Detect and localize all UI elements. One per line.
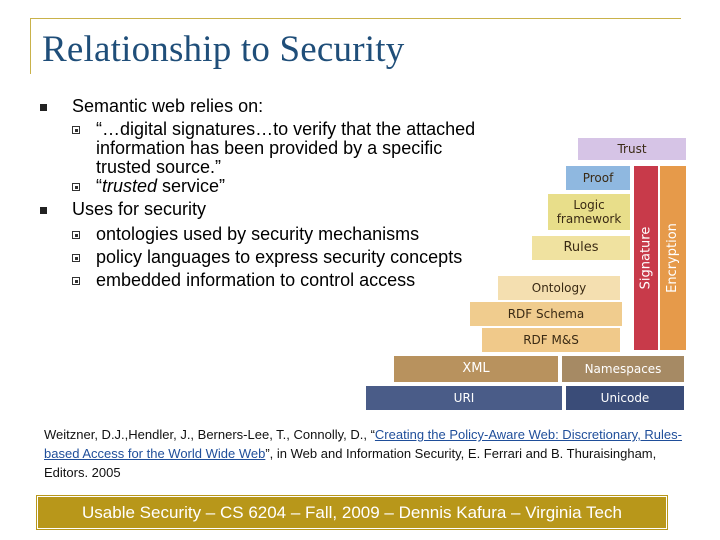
footer-bar — [37, 496, 667, 529]
sub-bullet-text: “…digital signatures…to verify that the attached information has been provided by a specific trusted source.” — [96, 119, 476, 177]
checkbox-bullet-icon — [72, 254, 80, 262]
citation-authors: Weitzner, D.J.,Hendler, J., Berners-Lee, T., Connolly, D., “ — [44, 427, 375, 442]
layer-proof: Proof — [566, 166, 630, 190]
semantic-web-layer-diagram — [362, 130, 692, 412]
bullet-text: Uses for security — [72, 199, 207, 219]
layer-encryption: Encryption — [660, 166, 686, 350]
sub-bullet-text: policy languages to express security concepts — [96, 247, 463, 267]
layer-unicode: Unicode — [566, 386, 684, 410]
layer-rdf-schema: RDF Schema — [470, 302, 622, 326]
bullet-item — [40, 97, 490, 116]
square-bullet-icon — [40, 207, 47, 214]
bullet-text: Semantic web relies on: — [72, 96, 264, 116]
layer-logic-framework: Logic framework — [548, 194, 630, 230]
sub-bullet-text: “trusted service” — [96, 176, 226, 196]
layer-trust: Trust — [578, 138, 686, 160]
checkbox-bullet-icon — [72, 183, 80, 191]
footer-text: Usable Security – CS 6204 – Fall, 2009 – Dennis Kafura – Virginia Tech — [82, 502, 622, 522]
checkbox-bullet-icon — [72, 231, 80, 239]
layer-xml: XML — [394, 356, 558, 382]
checkbox-bullet-icon — [72, 126, 80, 134]
checkbox-bullet-icon — [72, 277, 80, 285]
layer-rdf-ms: RDF M&S — [482, 328, 620, 352]
citation — [44, 425, 684, 482]
sub-bullet-text: embedded information to control access — [96, 270, 416, 290]
layer-signature: Signature — [634, 166, 658, 350]
layer-namespaces: Namespaces — [562, 356, 684, 382]
citation-link[interactable]: Creating the Policy-Aware Web: Discretionary, Rules-based Access for the World Wide Web — [44, 427, 682, 461]
layer-ontology: Ontology — [498, 276, 620, 300]
sub-bullet-text: ontologies used by security mechanisms — [96, 224, 420, 244]
square-bullet-icon — [40, 104, 47, 111]
citation-rest: ”, in Web and Information Security, E. Ferrari and B. Thuraisingham, Editors. 2005 — [44, 446, 657, 480]
layer-rules: Rules — [532, 236, 630, 260]
layer-uri: URI — [366, 386, 562, 410]
slide-title: Relationship to Security — [42, 29, 405, 70]
